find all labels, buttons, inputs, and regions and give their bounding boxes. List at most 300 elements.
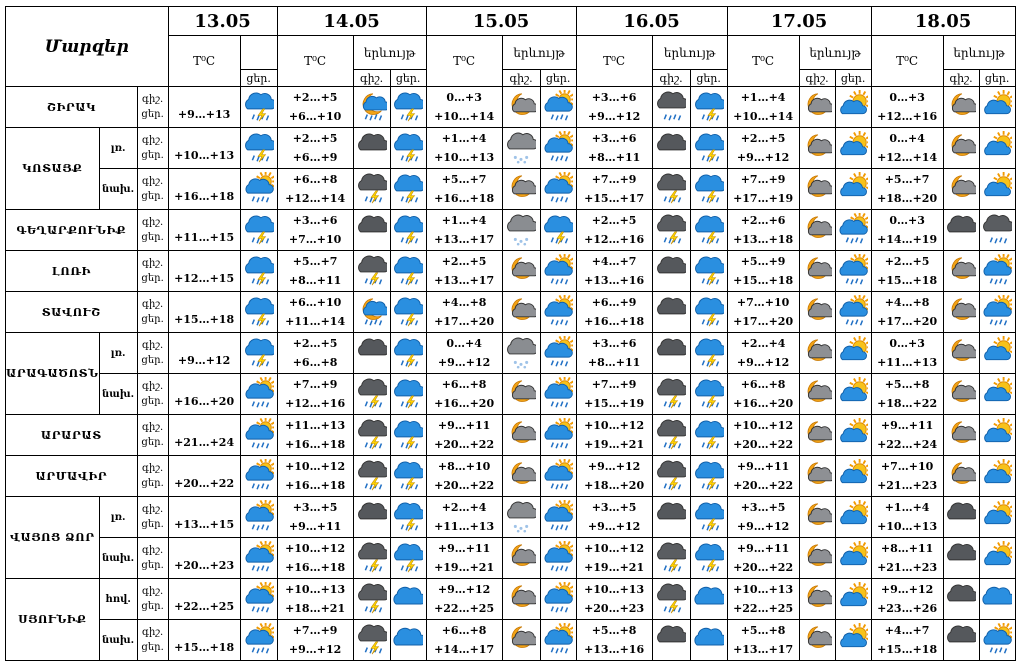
sun-cloud-icon bbox=[836, 377, 871, 411]
time-day: ցեր. bbox=[141, 273, 164, 284]
temp-cell bbox=[277, 374, 353, 415]
day-subheader bbox=[690, 70, 727, 87]
region-name bbox=[6, 128, 100, 210]
weather-night-cell bbox=[799, 333, 835, 374]
region-name bbox=[6, 87, 138, 128]
weather-day-cell bbox=[540, 456, 576, 497]
weather-day-cell bbox=[690, 169, 727, 210]
weather-night-cell bbox=[502, 497, 540, 538]
weather-night-cell bbox=[799, 620, 835, 661]
weather-night-cell bbox=[652, 579, 690, 620]
temp-cell bbox=[277, 456, 353, 497]
weather-day-cell bbox=[979, 210, 1015, 251]
time-of-day bbox=[137, 210, 168, 251]
weather-night-cell bbox=[353, 292, 390, 333]
sun-cloud-rain-icon bbox=[241, 172, 277, 206]
weather-night-cell bbox=[652, 169, 690, 210]
dark-cloud-icon bbox=[653, 623, 690, 657]
moon-cloud-icon bbox=[944, 295, 979, 329]
temp-header-label: T⁰C bbox=[193, 54, 216, 68]
moon-cloud-icon bbox=[800, 213, 835, 247]
weather-day-cell bbox=[540, 169, 576, 210]
date-label: 13.05 bbox=[194, 10, 251, 32]
sun-cloud-rain-icon bbox=[836, 295, 871, 329]
temp-cell bbox=[426, 620, 502, 661]
temp-night: +5…+8 bbox=[591, 624, 637, 637]
temp-range: +21…+24 bbox=[174, 435, 235, 449]
temp-cell bbox=[277, 415, 353, 456]
temp-night: +11…+13 bbox=[285, 419, 346, 432]
zone-text: լռ. bbox=[110, 347, 126, 359]
weather-header bbox=[502, 36, 576, 70]
weather-day-cell bbox=[979, 497, 1015, 538]
weather-night-cell bbox=[943, 415, 979, 456]
time-night: գիշ. bbox=[142, 135, 164, 146]
temp-day: +16…+18 bbox=[584, 315, 645, 328]
rain-thunder-icon bbox=[691, 336, 727, 370]
weather-day-cell bbox=[835, 210, 871, 251]
temp-cell bbox=[168, 210, 240, 251]
temp-day: +17…+20 bbox=[733, 315, 794, 328]
day-subheader bbox=[979, 70, 1015, 87]
time-day: ցեր. bbox=[141, 109, 164, 120]
temp-cell bbox=[168, 128, 240, 169]
temp-night: +3…+5 bbox=[292, 501, 338, 514]
table-row bbox=[6, 579, 1016, 620]
temp-header-label: T⁰C bbox=[896, 54, 919, 68]
rain-thunder-icon bbox=[691, 254, 727, 288]
moon-cloud-icon bbox=[800, 377, 835, 411]
weather-night-cell bbox=[943, 374, 979, 415]
time-night: գիշ. bbox=[142, 463, 164, 474]
weather-day-cell bbox=[390, 87, 426, 128]
dark-cloud-thunder-icon bbox=[653, 459, 690, 493]
dark-cloud-icon bbox=[653, 336, 690, 370]
weather-night-cell bbox=[353, 620, 390, 661]
weather-night-cell bbox=[353, 251, 390, 292]
snow-cloud-icon bbox=[503, 500, 540, 534]
time-day: ցեր. bbox=[141, 601, 164, 612]
weather-day-cell bbox=[690, 538, 727, 579]
weather-header bbox=[799, 36, 871, 70]
temp-cell bbox=[277, 210, 353, 251]
time-night: գիշ. bbox=[142, 381, 164, 392]
temp-range: +22…+25 bbox=[174, 599, 235, 613]
date-label: 16.05 bbox=[623, 10, 680, 32]
temp-night: +7…+10 bbox=[880, 460, 934, 473]
day-subheader-label: ցեր. bbox=[696, 71, 721, 85]
temp-header bbox=[426, 36, 502, 87]
weather-day-cell bbox=[540, 210, 576, 251]
time-day: ցեր. bbox=[141, 437, 164, 448]
blue-cloud-icon bbox=[391, 582, 426, 616]
weather-day-cell bbox=[979, 251, 1015, 292]
temp-night: +5…+8 bbox=[740, 624, 786, 637]
temp-night: +9…+12 bbox=[587, 460, 641, 473]
time-night: գիշ. bbox=[142, 545, 164, 556]
weather-night-cell bbox=[799, 374, 835, 415]
time-day: ցեր. bbox=[141, 478, 164, 489]
zone-label bbox=[99, 374, 137, 415]
temp-cell bbox=[168, 292, 240, 333]
sun-cloud-icon bbox=[836, 541, 871, 575]
temp-day: +13…+16 bbox=[584, 643, 645, 656]
temp-cell bbox=[727, 210, 799, 251]
temp-cell bbox=[576, 87, 652, 128]
date-header bbox=[277, 7, 426, 36]
zone-text: նախ. bbox=[102, 183, 135, 195]
weather-day-cell bbox=[540, 128, 576, 169]
temp-header-label: T⁰C bbox=[453, 54, 476, 68]
temp-cell bbox=[576, 579, 652, 620]
moon-cloud-icon bbox=[944, 418, 979, 452]
temp-night: +6…+8 bbox=[441, 624, 487, 637]
weather-night-cell bbox=[353, 456, 390, 497]
table-row bbox=[6, 333, 1016, 374]
temp-day: +12…+14 bbox=[285, 192, 346, 205]
weather-night-cell bbox=[943, 251, 979, 292]
temp-header bbox=[168, 36, 240, 87]
dark-cloud-thunder-icon bbox=[653, 418, 690, 452]
temp-night: +3…+6 bbox=[591, 91, 637, 104]
rain-thunder-icon bbox=[241, 213, 277, 247]
temp-cell bbox=[576, 456, 652, 497]
temp-cell bbox=[576, 128, 652, 169]
weather-night-cell bbox=[799, 415, 835, 456]
rain-thunder-icon bbox=[691, 541, 727, 575]
temp-range: +16…+18 bbox=[174, 189, 235, 203]
date-label: 15.05 bbox=[472, 10, 530, 32]
rain-thunder-icon bbox=[691, 172, 727, 206]
weather-day-cell bbox=[390, 251, 426, 292]
sun-cloud-icon bbox=[980, 172, 1015, 206]
night-subheader bbox=[652, 70, 690, 87]
time-day: ցեր. bbox=[141, 519, 164, 530]
dark-cloud-thunder-icon bbox=[653, 213, 690, 247]
temp-day: +12…+16 bbox=[877, 110, 938, 123]
date-label: 14.05 bbox=[323, 10, 380, 32]
temp-day: +9…+12 bbox=[437, 356, 491, 369]
weather-header-label: երևույթ bbox=[953, 45, 1005, 60]
sun-cloud-rain-icon bbox=[836, 254, 871, 288]
dark-cloud-icon bbox=[944, 213, 979, 247]
moon-cloud-icon bbox=[944, 254, 979, 288]
weather-header-label: երևույթ bbox=[663, 45, 716, 60]
temp-night: +8…+10 bbox=[437, 460, 491, 473]
weather-day-cell bbox=[690, 374, 727, 415]
weather-day-cell bbox=[690, 620, 727, 661]
moon-cloud-icon bbox=[800, 623, 835, 657]
blue-cloud-icon bbox=[691, 623, 727, 657]
weather-header bbox=[353, 36, 426, 70]
weather-cell bbox=[240, 128, 277, 169]
temp-night: +7…+9 bbox=[740, 173, 786, 186]
dark-cloud-icon bbox=[944, 623, 979, 657]
temp-night: +8…+11 bbox=[880, 542, 934, 555]
moon-cloud-icon bbox=[503, 459, 540, 493]
moon-cloud-icon bbox=[503, 582, 540, 616]
weather-night-cell bbox=[652, 374, 690, 415]
temp-night: +4…+8 bbox=[884, 296, 930, 309]
blue-cloud-icon bbox=[391, 623, 426, 657]
rain-thunder-icon bbox=[691, 418, 727, 452]
sun-cloud-rain-icon bbox=[980, 254, 1015, 288]
zone-label bbox=[99, 538, 137, 579]
day-subheader bbox=[835, 70, 871, 87]
time-night: գիշ. bbox=[142, 586, 164, 597]
moon-cloud-icon bbox=[800, 131, 835, 165]
blue-cloud-icon bbox=[691, 582, 727, 616]
temp-cell bbox=[277, 333, 353, 374]
weather-night-cell bbox=[502, 169, 540, 210]
weather-cell bbox=[240, 210, 277, 251]
rain-thunder-icon bbox=[391, 336, 426, 370]
regions-header bbox=[6, 7, 169, 87]
dark-cloud-icon bbox=[354, 336, 390, 370]
weather-day-cell bbox=[835, 620, 871, 661]
temp-day: +18…+20 bbox=[584, 479, 645, 492]
weather-day-cell bbox=[690, 456, 727, 497]
temp-cell bbox=[871, 210, 943, 251]
temp-night: +6…+8 bbox=[740, 378, 786, 391]
rain-thunder-icon bbox=[391, 213, 426, 247]
temp-cell bbox=[727, 456, 799, 497]
temp-day: +9…+12 bbox=[736, 151, 790, 164]
weather-night-cell bbox=[353, 415, 390, 456]
time-night: գիշ. bbox=[142, 422, 164, 433]
weather-night-cell bbox=[353, 333, 390, 374]
time-night: գիշ. bbox=[142, 258, 164, 269]
moon-cloud-icon bbox=[800, 172, 835, 206]
zone-label bbox=[99, 497, 137, 538]
time-day: ցեր. bbox=[141, 355, 164, 366]
weather-night-cell bbox=[502, 87, 540, 128]
temp-night: +10…+12 bbox=[584, 419, 645, 432]
region-name bbox=[6, 579, 100, 661]
dark-cloud-thunder-icon bbox=[354, 541, 390, 575]
temp-night: +2…+4 bbox=[441, 501, 487, 514]
rain-thunder-icon bbox=[241, 90, 277, 124]
temp-cell bbox=[727, 620, 799, 661]
temp-night: +2…+4 bbox=[740, 337, 786, 350]
temp-night: +7…+9 bbox=[292, 624, 338, 637]
time-of-day bbox=[137, 456, 168, 497]
sun-cloud-rain-icon bbox=[241, 500, 277, 534]
weather-night-cell bbox=[943, 169, 979, 210]
weather-day-cell bbox=[690, 128, 727, 169]
temp-night: 0…+3 bbox=[889, 214, 925, 227]
moon-cloud-icon bbox=[944, 459, 979, 493]
weather-night-cell bbox=[652, 415, 690, 456]
rain-thunder-icon bbox=[691, 295, 727, 329]
dark-cloud-icon bbox=[653, 131, 690, 165]
night-subheader-label: գիշ. bbox=[659, 71, 683, 85]
moon-cloud-rain-icon bbox=[354, 295, 390, 329]
moon-cloud-icon bbox=[503, 418, 540, 452]
rain-thunder-icon bbox=[691, 213, 727, 247]
temp-night: +10…+12 bbox=[285, 460, 346, 473]
temp-cell bbox=[168, 497, 240, 538]
sun-cloud-icon bbox=[980, 459, 1015, 493]
temp-range: +13…+15 bbox=[174, 517, 235, 531]
sun-cloud-rain-icon bbox=[541, 582, 576, 616]
sun-cloud-icon bbox=[836, 131, 871, 165]
time-day: ցեր. bbox=[141, 314, 164, 325]
temp-header bbox=[871, 36, 943, 87]
date-header bbox=[727, 7, 871, 36]
temp-day: +19…+21 bbox=[584, 561, 645, 574]
temp-cell bbox=[426, 415, 502, 456]
region-name bbox=[6, 415, 138, 456]
region-name bbox=[6, 292, 138, 333]
weather-day-cell bbox=[979, 415, 1015, 456]
weather-night-cell bbox=[799, 538, 835, 579]
temp-cell bbox=[576, 251, 652, 292]
weather-night-cell bbox=[652, 87, 690, 128]
table-row bbox=[6, 128, 1016, 169]
weather-night-cell bbox=[799, 579, 835, 620]
dark-cloud-rain-icon bbox=[980, 213, 1015, 247]
table-row bbox=[6, 456, 1016, 497]
rain-thunder-icon bbox=[691, 459, 727, 493]
weather-day-cell bbox=[979, 579, 1015, 620]
temp-day: +16…+18 bbox=[285, 479, 346, 492]
temp-cell bbox=[277, 538, 353, 579]
rain-thunder-icon bbox=[691, 90, 727, 124]
temp-day: +13…+17 bbox=[434, 233, 495, 246]
temp-cell bbox=[871, 87, 943, 128]
temp-night: +6…+8 bbox=[441, 378, 487, 391]
temp-day: +19…+21 bbox=[434, 561, 495, 574]
moon-cloud-icon bbox=[800, 90, 835, 124]
temp-cell bbox=[871, 292, 943, 333]
weather-night-cell bbox=[943, 497, 979, 538]
table-row bbox=[6, 620, 1016, 661]
temp-day: +8…+11 bbox=[587, 356, 641, 369]
temp-cell bbox=[576, 497, 652, 538]
day-subheader-label: ցեր. bbox=[840, 71, 866, 85]
time-of-day bbox=[137, 538, 168, 579]
temp-day: +10…+14 bbox=[733, 110, 794, 123]
rain-thunder-icon bbox=[391, 377, 426, 411]
temp-night: +6…+9 bbox=[591, 296, 637, 309]
rain-thunder-icon bbox=[241, 131, 277, 165]
time-of-day bbox=[137, 333, 168, 374]
time-day: ցեր. bbox=[141, 150, 164, 161]
rain-thunder-icon bbox=[691, 131, 727, 165]
temp-cell bbox=[727, 251, 799, 292]
weather-day-cell bbox=[540, 87, 576, 128]
sun-cloud-icon bbox=[836, 582, 871, 616]
day-subheader-label: ցեր. bbox=[246, 71, 271, 85]
weather-day-cell bbox=[979, 169, 1015, 210]
temp-night: +4…+7 bbox=[884, 624, 930, 637]
sun-cloud-rain-icon bbox=[541, 623, 576, 657]
temp-night: +7…+9 bbox=[591, 378, 637, 391]
temp-day: +18…+21 bbox=[285, 602, 346, 615]
dark-cloud-icon bbox=[944, 582, 979, 616]
temp-night: +10…+12 bbox=[285, 542, 346, 555]
zone-label bbox=[99, 128, 137, 169]
date-label: 18.05 bbox=[914, 10, 972, 32]
moon-cloud-icon bbox=[503, 623, 540, 657]
dark-cloud-icon bbox=[944, 541, 979, 575]
temp-cell bbox=[576, 415, 652, 456]
weather-night-cell bbox=[943, 87, 979, 128]
weather-day-cell bbox=[390, 292, 426, 333]
temp-day: +20…+22 bbox=[434, 479, 495, 492]
weather-night-cell bbox=[502, 579, 540, 620]
moon-cloud-icon bbox=[800, 500, 835, 534]
weather-day-cell bbox=[690, 292, 727, 333]
moon-cloud-icon bbox=[944, 336, 979, 370]
weather-day-cell bbox=[835, 333, 871, 374]
temp-cell bbox=[426, 292, 502, 333]
moon-cloud-icon bbox=[800, 541, 835, 575]
sun-cloud-icon bbox=[980, 418, 1015, 452]
moon-cloud-icon bbox=[503, 172, 540, 206]
weather-day-cell bbox=[390, 497, 426, 538]
dark-cloud-thunder-icon bbox=[354, 459, 390, 493]
weather-day-cell bbox=[390, 538, 426, 579]
weather-night-cell bbox=[353, 87, 390, 128]
sun-cloud-icon bbox=[836, 90, 871, 124]
temp-cell bbox=[576, 169, 652, 210]
weather-night-cell bbox=[353, 210, 390, 251]
weather-night-cell bbox=[799, 456, 835, 497]
temp-cell bbox=[727, 292, 799, 333]
weather-day-cell bbox=[540, 415, 576, 456]
temp-day: +11…+14 bbox=[285, 315, 346, 328]
temp-cell bbox=[727, 128, 799, 169]
temp-cell bbox=[576, 292, 652, 333]
time-of-day bbox=[137, 374, 168, 415]
temp-night: 0…+3 bbox=[446, 91, 482, 104]
dark-cloud-icon bbox=[653, 254, 690, 288]
temp-day: +11…+13 bbox=[434, 520, 495, 533]
temp-cell bbox=[277, 292, 353, 333]
temp-night: +5…+8 bbox=[884, 378, 930, 391]
temp-header bbox=[727, 36, 799, 87]
temp-day: +20…+22 bbox=[733, 438, 794, 451]
temp-day: +13…+17 bbox=[733, 643, 794, 656]
temp-cell bbox=[727, 169, 799, 210]
weather-cell bbox=[240, 620, 277, 661]
temp-cell bbox=[168, 169, 240, 210]
temp-cell bbox=[426, 333, 502, 374]
weather-cell bbox=[240, 169, 277, 210]
time-night: գիշ. bbox=[142, 94, 164, 105]
sun-cloud-rain-icon bbox=[541, 459, 576, 493]
temp-night: +7…+9 bbox=[591, 173, 637, 186]
moon-cloud-icon bbox=[800, 418, 835, 452]
time-day: ցեր. bbox=[141, 232, 164, 243]
temp-night: +9…+11 bbox=[736, 542, 790, 555]
weather-header-label: երևույթ bbox=[513, 45, 565, 60]
weather-night-cell bbox=[502, 538, 540, 579]
dark-cloud-rain-icon bbox=[653, 90, 690, 124]
temp-day: +16…+18 bbox=[434, 192, 495, 205]
temp-night: +3…+6 bbox=[591, 337, 637, 350]
sun-cloud-rain-icon bbox=[541, 172, 576, 206]
weather-day-cell bbox=[979, 620, 1015, 661]
moon-cloud-icon bbox=[800, 295, 835, 329]
rain-thunder-icon bbox=[391, 541, 426, 575]
temp-night: 0…+3 bbox=[889, 337, 925, 350]
moon-cloud-icon bbox=[944, 172, 979, 206]
temp-range: +11…+15 bbox=[174, 230, 235, 244]
temp-day: +13…+18 bbox=[733, 233, 794, 246]
